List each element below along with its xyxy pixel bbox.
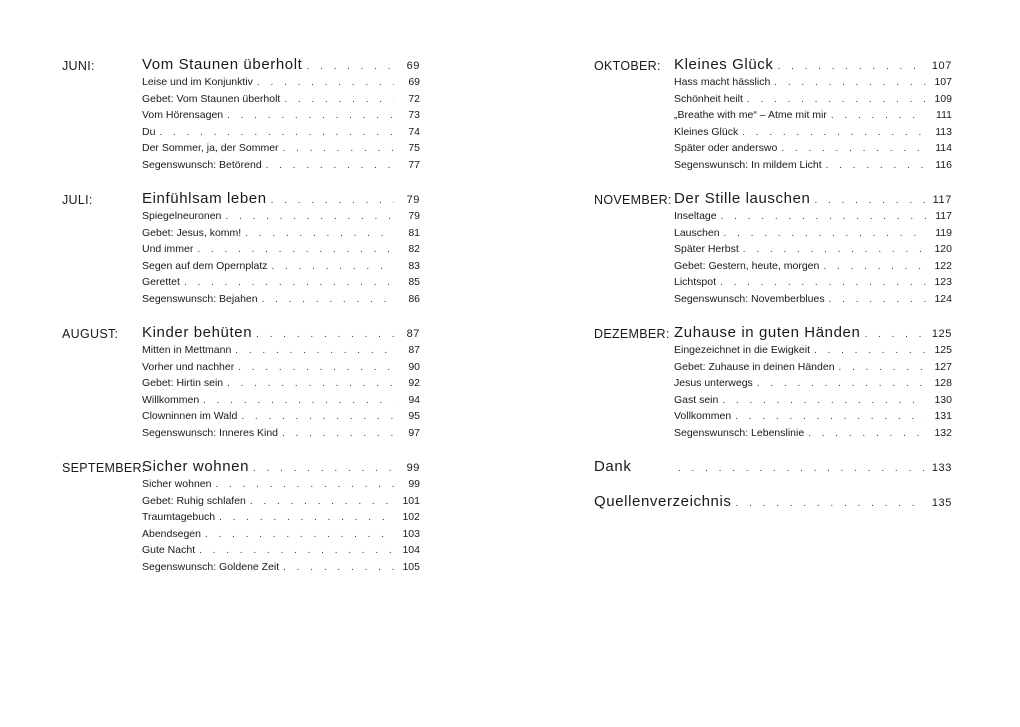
page-number: 73 [408,109,420,121]
entry-title: Jesus unterwegs [674,377,753,389]
page-number: 133 [931,462,952,474]
toc-entry [142,561,420,578]
page-number: 94 [408,393,420,406]
page-number: 119 [935,226,952,239]
dot-leader [227,110,394,121]
entry-title: „Breathe with me“ – Atme mit mir [674,109,827,121]
page-number: 125 [931,328,952,340]
entry-title: Gebet: Vom Staunen überholt [142,92,281,105]
entry-title: Und immer [142,243,194,255]
entry-title: Segenswunsch: Betörend [142,158,262,171]
page-number: 113 [935,125,952,138]
month-label: OKTOBER: [594,59,661,73]
page-number: 86 [408,292,420,305]
toc-entry [142,276,420,293]
toc-entry [674,427,952,444]
dot-leader [774,77,926,88]
dot-leader [238,362,394,373]
page-number: 75 [408,142,420,154]
dot-leader [724,228,926,239]
entry-title: Sicher wohnen [142,478,212,490]
toc-section-november [594,190,952,309]
dot-leader [283,562,394,573]
dot-leader [203,395,394,406]
dot-leader [253,463,394,474]
page-number: 109 [934,92,952,105]
page-number: 69 [406,60,420,72]
page-number: 69 [408,76,420,88]
dot-leader [197,244,394,255]
entry-title: Gute Nacht [142,544,196,556]
entry-title: Traumtagebuch [142,511,216,523]
page-number: 99 [406,462,420,474]
dot-leader [678,463,926,474]
dot-leader [814,195,926,206]
chapter-title: Vom Staunen überholt [142,56,303,73]
entry-title: Mitten in Mettmann [142,344,232,356]
toc-entry [142,394,420,411]
month-label: JUNI: [62,59,95,73]
entry-title: Lichtspot [674,276,717,288]
entry-title: Leise und im Konjunktiv [142,76,253,88]
entry-title: Schönheit heilt [674,92,743,105]
page-number: 92 [408,377,420,389]
entry-title: Kleines Glück [674,125,739,138]
page-number: 123 [934,276,952,288]
dot-leader [225,211,394,222]
chapter-entry [142,324,420,344]
entry-title: Segenswunsch: Bejahen [142,292,258,305]
dot-leader [721,211,926,222]
toc-entry [142,109,420,126]
dot-leader [757,378,926,389]
chapter-entry [674,324,952,344]
chapter-title: Sicher wohnen [142,458,250,475]
entry-title: Segenswunsch: Novemberblues [674,292,825,305]
page-number: 87 [408,344,420,356]
dot-leader [266,160,394,171]
dot-leader [778,61,926,72]
dot-leader [735,411,926,422]
entry-title: Später Herbst [674,243,739,255]
page-number: 128 [934,377,952,389]
entry-title: Gebet: Ruhig schlafen [142,494,246,507]
page-number: 79 [408,210,420,222]
dot-leader [282,428,394,439]
dot-leader [722,395,926,406]
toc-entry [142,227,420,244]
toc-left-column [62,56,420,592]
toc-right-column [594,56,952,528]
dot-leader [747,94,926,105]
dot-leader [262,294,394,305]
toc-entry [674,410,952,427]
page-number: 95 [408,410,420,422]
entry-title: Segenswunsch: Goldene Zeit [142,560,280,573]
page-number: 101 [402,494,420,507]
dot-leader [781,143,926,154]
chapter-entry [674,56,952,76]
dot-leader [199,545,394,556]
toc-section-september [62,458,420,577]
month-label: DEZEMBER: [594,327,670,341]
page-number: 105 [402,560,420,573]
dot-leader [720,277,926,288]
entry-title: Der Sommer, ja, der Sommer [142,142,279,154]
toc-section-juni [62,56,420,175]
chapter-title: Der Stille lauschen [674,190,811,207]
dot-leader [829,294,926,305]
entry-title: Eingezeichnet in die Ewigkeit [674,344,810,356]
entry-title: Clowninnen im Wald [142,410,238,422]
chapter-entry [674,190,952,210]
toc-entry [674,394,952,411]
dot-leader [256,329,394,340]
toc-entry [674,210,952,227]
chapter-title: Einfühlsam leben [142,190,267,207]
entry-title: Willkommen [142,393,200,406]
dot-leader [219,512,394,523]
page-number: 74 [408,125,420,138]
dot-leader [306,61,394,72]
dot-leader [205,529,394,540]
chapter-title: Dank [594,458,632,475]
page-number: 77 [408,158,420,171]
toc-entry [142,344,420,361]
dot-leader [283,143,394,154]
page-number: 81 [408,226,420,239]
dot-leader [823,261,926,272]
chapter-entry [142,190,420,210]
dot-leader [227,378,394,389]
toc-entry [142,76,420,93]
month-label: JULI: [62,193,93,207]
page-number: 83 [408,259,420,272]
dot-leader [257,77,394,88]
toc-entry [674,76,952,93]
page-number: 124 [934,292,952,305]
dot-leader [245,228,394,239]
page-number: 107 [931,60,952,72]
page-number: 104 [402,544,420,556]
toc-entry [142,126,420,143]
toc-entry [142,93,420,110]
page-number: 120 [934,243,952,255]
chapter-entry [142,458,420,478]
page-number: 135 [931,497,952,509]
toc-entry [142,377,420,394]
toc-entry [674,377,952,394]
toc-entry [142,528,420,545]
entry-title: Spiegelneuronen [142,210,222,222]
entry-title: Hass macht hässlich [674,76,771,88]
dot-leader [215,479,394,490]
dot-leader [250,496,394,507]
toc-entry [142,293,420,310]
entry-title: Abendsegen [142,527,201,540]
dot-leader [159,127,394,138]
toc-section-dank [594,458,952,478]
entry-title: Segenswunsch: Lebenslinie [674,426,805,439]
entry-title: Gebet: Jesus, komm! [142,226,242,239]
toc-entry [142,544,420,561]
toc-entry [674,159,952,176]
toc-entry [674,126,952,143]
dot-leader [743,244,926,255]
entry-title: Segenswunsch: Inneres Kind [142,426,279,439]
dot-leader [839,362,926,373]
toc-entry [674,142,952,159]
page-number: 122 [934,259,952,272]
page-number: 127 [934,360,952,373]
page-number: 90 [408,360,420,373]
page-number: 125 [934,344,952,356]
toc-entry [142,478,420,495]
chapter-entry [594,493,952,513]
entry-title: Gebet: Zuhause in deinen Händen [674,360,835,373]
chapter-entry [142,56,420,76]
dot-leader [184,277,394,288]
toc-entry [674,109,952,126]
page-number: 102 [402,511,420,523]
toc-section-august [62,324,420,443]
entry-title: Gebet: Gestern, heute, morgen [674,259,820,272]
entry-title: Segen auf dem Opernplatz [142,259,268,272]
entry-title: Gerettet [142,276,180,288]
dot-leader [736,498,926,509]
toc-entry [142,427,420,444]
toc-section-dezember [594,324,952,443]
entry-title: Segenswunsch: In mildem Licht [674,158,822,171]
chapter-title: Zuhause in guten Händen [674,324,861,341]
page-number: 87 [406,328,420,340]
dot-leader [808,428,926,439]
dot-leader [864,329,926,340]
chapter-title: Kleines Glück [674,56,774,73]
toc-entry [142,495,420,512]
toc-entry [674,93,952,110]
toc-entry [142,260,420,277]
dot-leader [831,110,926,121]
page-number: 131 [934,410,952,422]
toc-entry [674,243,952,260]
page-number: 99 [408,478,420,490]
dot-leader [284,94,394,105]
toc-entry [674,361,952,378]
chapter-title: Quellenverzeichnis [594,493,732,510]
page-number: 111 [936,109,952,121]
entry-title: Vollkommen [674,410,732,422]
entry-title: Vorher und nachher [142,360,235,373]
page-number: 72 [408,92,420,105]
dot-leader [241,411,394,422]
month-label: NOVEMBER: [594,193,672,207]
toc-entry [142,142,420,159]
toc-entry [674,227,952,244]
toc-entry [674,344,952,361]
page-number: 79 [406,194,420,206]
dot-leader [272,261,395,272]
dot-leader [271,195,394,206]
entry-title: Du [142,125,156,138]
toc-entry [142,361,420,378]
page-number: 97 [408,426,420,439]
toc-entry [142,410,420,427]
month-label: AUGUST: [62,327,119,341]
toc-entry [674,293,952,310]
dot-leader [235,345,394,356]
entry-title: Gebet: Hirtin sein [142,377,224,389]
page-number: 107 [934,76,952,88]
entry-title: Gast sein [674,393,719,406]
toc-entry [142,159,420,176]
page-number: 116 [935,158,952,171]
page-number: 82 [408,243,420,255]
page-number: 130 [934,393,952,406]
chapter-entry [594,458,952,478]
entry-title: Vom Hörensagen [142,109,224,121]
entry-title: Inseltage [674,210,717,222]
toc-entry [674,276,952,293]
toc-entry [674,260,952,277]
toc-section-juli [62,190,420,309]
page-number: 117 [935,210,952,222]
dot-leader [742,127,926,138]
dot-leader [826,160,926,171]
toc-section-oktober [594,56,952,175]
entry-title: Lauschen [674,226,720,239]
page-number: 132 [934,426,952,439]
page-number: 85 [408,276,420,288]
page-number: 114 [935,142,952,154]
toc-entry [142,511,420,528]
toc-entry [142,210,420,227]
page-number: 103 [402,527,420,540]
chapter-title: Kinder behüten [142,324,253,341]
toc-section-quellenverzeichnis [594,493,952,513]
toc-entry [142,243,420,260]
dot-leader [814,345,926,356]
entry-title: Später oder anderswo [674,142,778,154]
month-label: SEPTEMBER: [62,461,146,475]
page-number: 117 [932,194,952,206]
